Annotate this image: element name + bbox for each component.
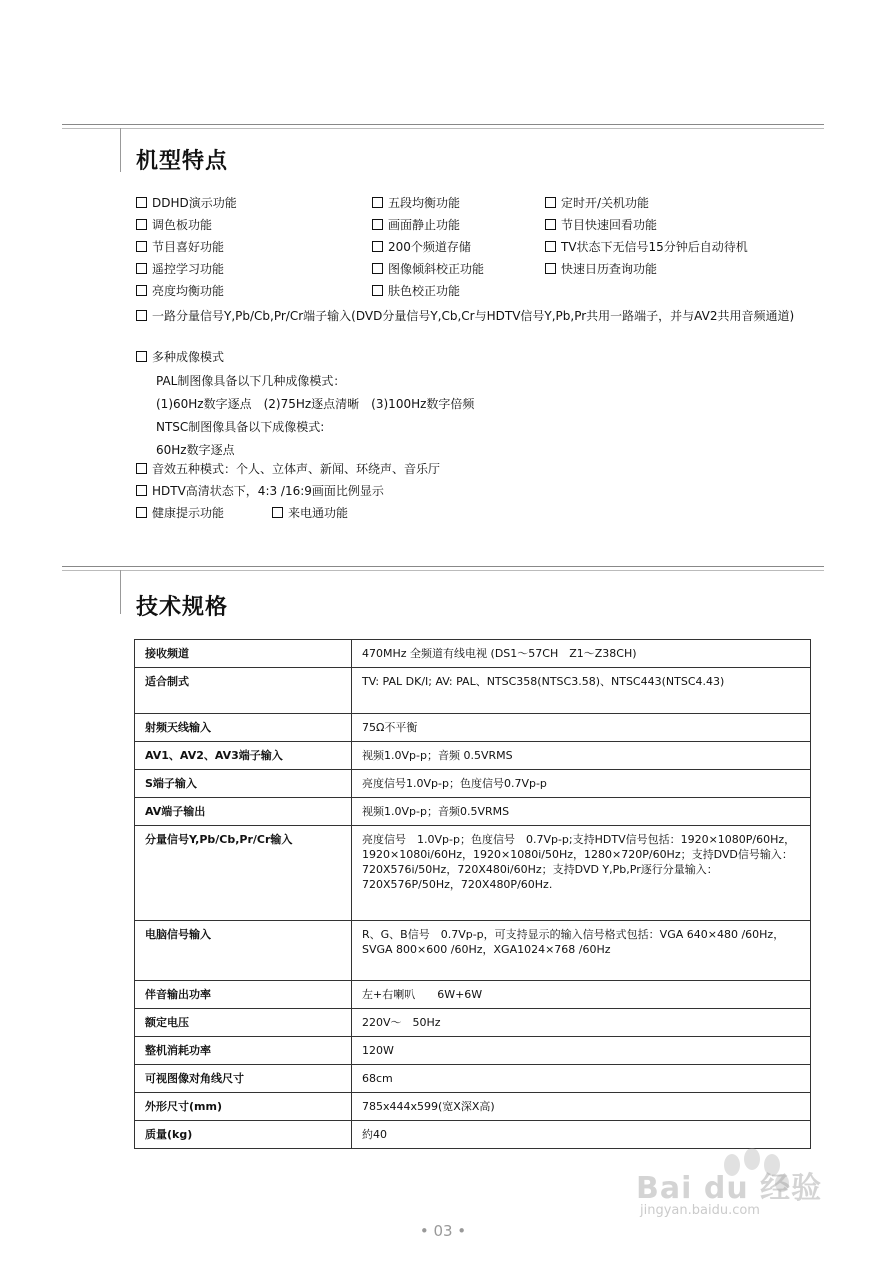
spec-label: 电脑信号输入 <box>135 921 352 981</box>
checkbox-icon <box>372 219 383 230</box>
section-rule-bottom <box>62 570 824 571</box>
feature-hdtv: HDTV高清状态下，4:3 /16:9画面比例显示 <box>136 483 384 499</box>
table-row <box>135 798 811 826</box>
feature-item: 五段均衡功能 <box>372 195 460 211</box>
spec-label: AV端子输出 <box>135 798 352 826</box>
ntsc-mode: 60Hz数字逐点 <box>156 443 235 457</box>
spec-table <box>134 639 811 1149</box>
feature-item: 200个频道存储 <box>372 239 471 255</box>
feature-health: 健康提示功能 <box>136 505 224 521</box>
feature-item: 定时开/关机功能 <box>545 195 649 211</box>
section-vbar <box>120 570 121 614</box>
checkbox-icon <box>545 219 556 230</box>
feature-item: 遥控学习功能 <box>136 261 224 277</box>
spec-value: 视频1.0Vp-p；音频 0.5VRMS <box>352 742 811 770</box>
spec-value: 75Ω不平衡 <box>352 714 811 742</box>
checkbox-icon <box>372 241 383 252</box>
spec-label: 分量信号Y,Pb/Cb,Pr/Cr输入 <box>135 826 352 921</box>
feature-item: 节目快速回看功能 <box>545 217 657 233</box>
feature-item: 画面静止功能 <box>372 217 460 233</box>
feature-component-input: 一路分量信号Y,Pb/Cb,Pr/Cr端子输入(DVD分量信号Y,Cb,Cr与HDTV信号Y,Pb,Pr共用一路端子，并与AV2共用音频通道) <box>136 305 816 327</box>
checkbox-icon <box>372 285 383 296</box>
checkbox-icon <box>136 310 147 321</box>
page-number: • 03 • <box>419 1222 467 1240</box>
spec-label: S端子输入 <box>135 770 352 798</box>
spec-value: 亮度信号 1.0Vp-p；色度信号 0.7Vp-p;支持HDTV信号包括：1920×1080P/60Hz，1920×1080i/60Hz，1920×1080i/50Hz，1280×720P/60Hz；支持DVD信号输入：720X576i/50Hz，720X480i/60Hz；支持DVD Y,Pb,Pr逐行分量输入：720X576P/50Hz，720X480P/60Hz. <box>352 826 811 921</box>
spec-label: AV1、AV2、AV3端子输入 <box>135 742 352 770</box>
checkbox-icon <box>136 485 147 496</box>
feature-item: 亮度均衡功能 <box>136 283 224 299</box>
spec-label: 伴音输出功率 <box>135 981 352 1009</box>
table-row <box>135 1065 811 1093</box>
feature-item: 肤色校正功能 <box>372 283 460 299</box>
ntsc-intro: NTSC制图像具备以下成像模式: <box>156 420 325 434</box>
checkbox-icon <box>136 507 147 518</box>
section-title-features: 机型特点 <box>136 149 229 174</box>
section-rule-top <box>62 566 824 567</box>
spec-value: 视频1.0Vp-p；音频0.5VRMS <box>352 798 811 826</box>
table-row <box>135 1009 811 1037</box>
checkbox-icon <box>136 285 147 296</box>
table-row <box>135 826 811 921</box>
pal-intro: PAL制图像具备以下几种成像模式： <box>156 374 346 388</box>
table-row <box>135 742 811 770</box>
feature-item: 快速日历查询功能 <box>545 261 657 277</box>
spec-value: 120W <box>352 1037 811 1065</box>
feature-multi-mode: 多种成像模式 <box>136 349 224 365</box>
feature-item: DDHD演示功能 <box>136 195 237 211</box>
watermark-url: jingyan.baidu.com <box>640 1203 760 1218</box>
feature-call: 来电通功能 <box>272 505 348 521</box>
spec-label: 质量(kg) <box>135 1121 352 1149</box>
checkbox-icon <box>136 241 147 252</box>
checkbox-icon <box>372 197 383 208</box>
table-row <box>135 1037 811 1065</box>
checkbox-icon <box>545 263 556 274</box>
feature-item: 调色板功能 <box>136 217 212 233</box>
spec-label: 射频天线输入 <box>135 714 352 742</box>
checkbox-icon <box>136 263 147 274</box>
table-row <box>135 668 811 714</box>
section-rule-top <box>62 124 824 125</box>
spec-label: 接收频道 <box>135 640 352 668</box>
spec-value: 220V～ 50Hz <box>352 1009 811 1037</box>
feature-item: TV状态下无信号15分钟后自动待机 <box>545 239 748 255</box>
spec-label: 适合制式 <box>135 668 352 714</box>
section-rule-bottom <box>62 128 824 129</box>
checkbox-icon <box>136 219 147 230</box>
watermark-brand: Bai du 经验 <box>636 1171 823 1206</box>
spec-value: 785x444x599(宽X深X高) <box>352 1093 811 1121</box>
feature-item: 节目喜好功能 <box>136 239 224 255</box>
spec-value: 470MHz 全频道有线电视 (DS1～57CH Z1～Z38CH) <box>352 640 811 668</box>
pal-modes: (1)60Hz数字逐点 (2)75Hz逐点清晰 (3)100Hz数字倍频 <box>156 397 475 411</box>
table-row <box>135 770 811 798</box>
section-title-specs: 技术规格 <box>136 595 229 620</box>
spec-value: TV: PAL DK/I; AV: PAL、NTSC358(NTSC3.58)、NTSC443(NTSC4.43) <box>352 668 811 714</box>
spec-value: R、G、B信号 0.7Vp-p，可支持显示的输入信号格式包括：VGA 640×480 /60Hz，SVGA 800×600 /60Hz，XGA1024×768 /60Hz <box>352 921 811 981</box>
checkbox-icon <box>372 263 383 274</box>
spec-value: 左+右喇叭 6W+6W <box>352 981 811 1009</box>
checkbox-icon <box>136 351 147 362</box>
table-row <box>135 714 811 742</box>
spec-label: 额定电压 <box>135 1009 352 1037</box>
checkbox-icon <box>545 197 556 208</box>
checkbox-icon <box>545 241 556 252</box>
spec-value: 約40 <box>352 1121 811 1149</box>
checkbox-icon <box>136 197 147 208</box>
table-row <box>135 921 811 981</box>
table-row <box>135 981 811 1009</box>
spec-label: 可视图像对角线尺寸 <box>135 1065 352 1093</box>
section-vbar <box>120 128 121 172</box>
spec-value: 68cm <box>352 1065 811 1093</box>
spec-value: 亮度信号1.0Vp-p；色度信号0.7Vp-p <box>352 770 811 798</box>
feature-item: 图像倾斜校正功能 <box>372 261 484 277</box>
table-row <box>135 640 811 668</box>
checkbox-icon <box>136 463 147 474</box>
table-row <box>135 1093 811 1121</box>
feature-sound: 音效五种模式：个人、立体声、新闻、环绕声、音乐厅 <box>136 461 440 477</box>
spec-label: 整机消耗功率 <box>135 1037 352 1065</box>
checkbox-icon <box>272 507 283 518</box>
spec-label: 外形尺寸(mm) <box>135 1093 352 1121</box>
